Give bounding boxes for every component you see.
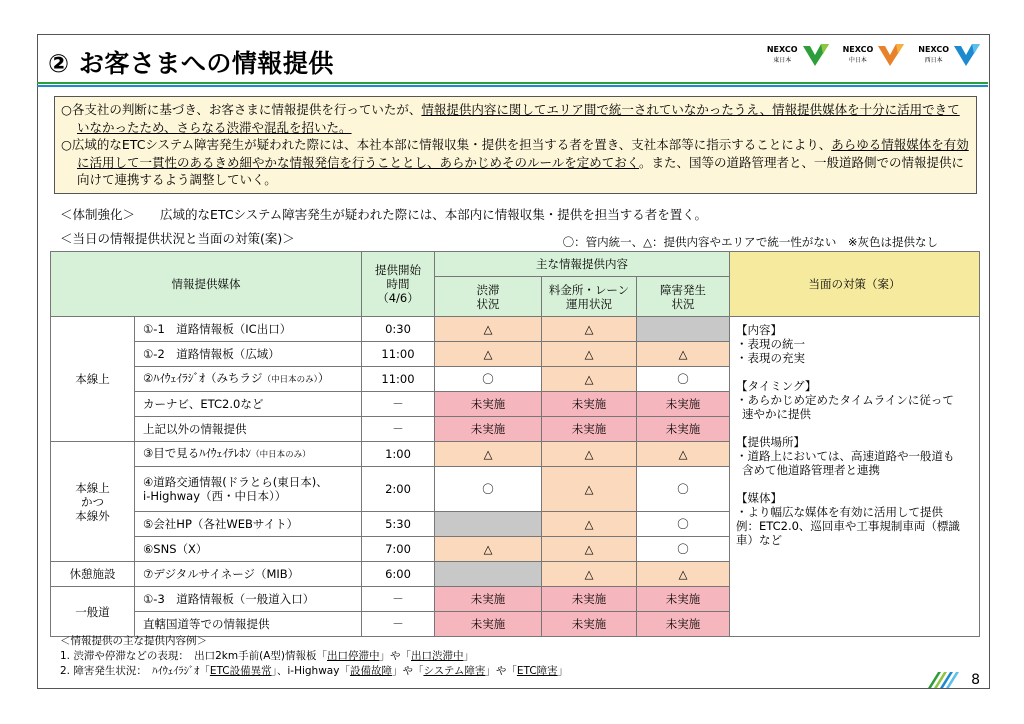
- start-time: 7:00: [362, 537, 435, 562]
- start-time: －: [362, 417, 435, 442]
- logo-sub: 中日本: [848, 56, 867, 64]
- toll-status: △: [542, 442, 637, 467]
- toll-status: 未実施: [542, 587, 637, 612]
- header-toll: 料金所・レーン 運用状況: [542, 277, 637, 317]
- structure-line: ＜体制強化＞ 広域的なETCシステム障害発生が疑われた際には、本部内に情報収集・提供を担当する者を置く。: [60, 207, 708, 222]
- jam-status: 未実施: [435, 612, 542, 637]
- media-name: 上記以外の情報提供: [135, 417, 362, 442]
- logo-name: NEXCO: [766, 44, 798, 54]
- status-heading: ＜当日の情報提供状況と当面の対策(案)＞: [60, 231, 295, 246]
- fault-status: 〇: [637, 467, 730, 512]
- group-rest-area: 休憩施設: [51, 562, 135, 587]
- media-name: カーナビ、ETC2.0など: [135, 392, 362, 417]
- jam-status: △: [435, 537, 542, 562]
- summary-box: [54, 96, 977, 194]
- jam-status: 未実施: [435, 587, 542, 612]
- fault-status: △: [637, 442, 730, 467]
- nexco-mark-icon: [952, 42, 982, 68]
- toll-status: 未実施: [542, 392, 637, 417]
- jam-status: [435, 512, 542, 537]
- toll-status: △: [542, 367, 637, 392]
- header-main-content: 主な情報提供内容: [435, 252, 730, 277]
- toll-status: △: [542, 342, 637, 367]
- fault-status: 〇: [637, 537, 730, 562]
- jam-status: 〇: [435, 367, 542, 392]
- page-number: 8: [971, 672, 980, 688]
- company-logos: [767, 42, 982, 68]
- info-table: [50, 251, 980, 637]
- start-time: －: [362, 392, 435, 417]
- header-measures: 当面の対策（案）: [730, 252, 980, 317]
- toll-status: 未実施: [542, 612, 637, 637]
- logo-sub: 西日本: [924, 56, 943, 64]
- nexco-mark-icon: [801, 42, 831, 68]
- group-mainline: 本線上: [51, 317, 135, 442]
- start-time: 5:30: [362, 512, 435, 537]
- title-rule-blue: [37, 85, 988, 87]
- media-name: ①-3 道路情報板（一般道入口）: [135, 587, 362, 612]
- header-fault: 障害発生 状況: [637, 277, 730, 317]
- start-time: 1:00: [362, 442, 435, 467]
- decorative-stripes-icon: [928, 672, 974, 688]
- jam-status: 〇: [435, 467, 542, 512]
- jam-status: 未実施: [435, 417, 542, 442]
- logo-nexco-east: [767, 42, 831, 68]
- group-mainline-and-outside: 本線上 かつ 本線外: [51, 442, 135, 562]
- toll-status: △: [542, 512, 637, 537]
- notes-line-1: 1. 渋滞や停滞などの表現： 出口2km手前(A型)情報板「出口停滞中」や「出口渋滞中」: [60, 650, 474, 662]
- toll-status: △: [542, 537, 637, 562]
- jam-status: 未実施: [435, 392, 542, 417]
- jam-status: [435, 562, 542, 587]
- media-name: ①-2 道路情報板（広域）: [135, 342, 362, 367]
- media-name: ④道路交通情報(ドラとら(東日本)、 i-Highway（西・中日本））: [135, 467, 362, 512]
- header-start-time: 提供開始 時間 （4/6）: [362, 252, 435, 317]
- fault-status: 未実施: [637, 587, 730, 612]
- fault-status: 未実施: [637, 417, 730, 442]
- start-time: －: [362, 612, 435, 637]
- media-name: 直轄国道等での情報提供: [135, 612, 362, 637]
- fault-status: 未実施: [637, 612, 730, 637]
- notes-line-2: 2. 障害発生状況： ﾊｲｳｪｲﾗｼﾞｵ「ETC設備異常」、i-Highway「設備故障」や「システム障害」や「ETC障害」: [60, 665, 569, 677]
- fault-status: [637, 317, 730, 342]
- legend: 〇：管内統一、△：提供内容やエリアで統一性がない ※灰色は提供なし: [562, 235, 938, 249]
- title-rule-green: [37, 82, 988, 84]
- page-title: ② お客さまへの情報提供: [48, 49, 334, 78]
- table-row: [51, 317, 980, 342]
- start-time: 11:00: [362, 342, 435, 367]
- header-jam: 渋滞 状況: [435, 277, 542, 317]
- media-name: ⑤会社HP（各社WEBサイト）: [135, 512, 362, 537]
- media-name: ③目で見るﾊｲｳｪｲﾃﾚﾎﾝ（中日本のみ）: [135, 442, 362, 467]
- measures-cell: 【内容】 ・表現の統一 ・表現の充実 【タイミング】 ・あらかじめ定めたタイムラインに従って 速やかに提供 【提供場所】 ・道路上においては、高速道路や一般道も 含めて他道路管理者と連携 【媒体】 ・より幅広な媒体を有効に活用して提供 例：ETC2.0、巡回車や工事規制車両（標識 車）など: [730, 317, 980, 637]
- jam-status: △: [435, 342, 542, 367]
- logo-name: NEXCO: [918, 44, 949, 54]
- start-time: 11:00: [362, 367, 435, 392]
- start-time: 2:00: [362, 467, 435, 512]
- logo-nexco-west: [918, 42, 982, 68]
- fault-status: △: [637, 562, 730, 587]
- toll-status: 未実施: [542, 417, 637, 442]
- start-time: －: [362, 587, 435, 612]
- media-name: ⑥SNS（X）: [135, 537, 362, 562]
- fault-status: 〇: [637, 367, 730, 392]
- toll-status: △: [542, 467, 637, 512]
- media-name: ②ﾊｲｳｪｲﾗｼﾞｵ（みちラジ（中日本のみ））: [135, 367, 362, 392]
- nexco-mark-icon: [876, 42, 906, 68]
- fault-status: △: [637, 342, 730, 367]
- notes-heading: ＜情報提供の主な提供内容例＞: [60, 635, 207, 647]
- jam-status: △: [435, 317, 542, 342]
- jam-status: △: [435, 442, 542, 467]
- logo-sub: 東日本: [773, 56, 792, 64]
- toll-status: △: [542, 562, 637, 587]
- fault-status: 〇: [637, 512, 730, 537]
- summary-paragraph-2: ○広域的なETCシステム障害発生が疑われた際には、本社本部に情報収集・提供を担当する者を置き、支社本部等に指示することにより、あらゆる情報媒体を有効に活用して一貫性のあるきめ細やかな情報発信を行うこととし、あらかじめそのルールを定めておく。また、国等の道路管理者と、一般道路側での情報提供に向けて連携するよう調整していく。: [61, 137, 969, 187]
- notes: [60, 634, 568, 679]
- media-name: ①-1 道路情報板（IC出口）: [135, 317, 362, 342]
- group-general-road: 一般道: [51, 587, 135, 637]
- start-time: 0:30: [362, 317, 435, 342]
- summary-paragraph-1: ○各支社の判断に基づき、お客さまに情報提供を行っていたが、情報提供内容に関してエリア間で統一されていなかったうえ、情報提供媒体を十分に活用できていなかったため、さらなる渋滞や混乱を招いた。: [61, 102, 960, 135]
- toll-status: △: [542, 317, 637, 342]
- logo-nexco-central: [843, 42, 907, 68]
- media-name: ⑦デジタルサイネージ（MIB）: [135, 562, 362, 587]
- start-time: 6:00: [362, 562, 435, 587]
- header-media: 情報提供媒体: [51, 252, 362, 317]
- logo-name: NEXCO: [842, 44, 874, 54]
- fault-status: 未実施: [637, 392, 730, 417]
